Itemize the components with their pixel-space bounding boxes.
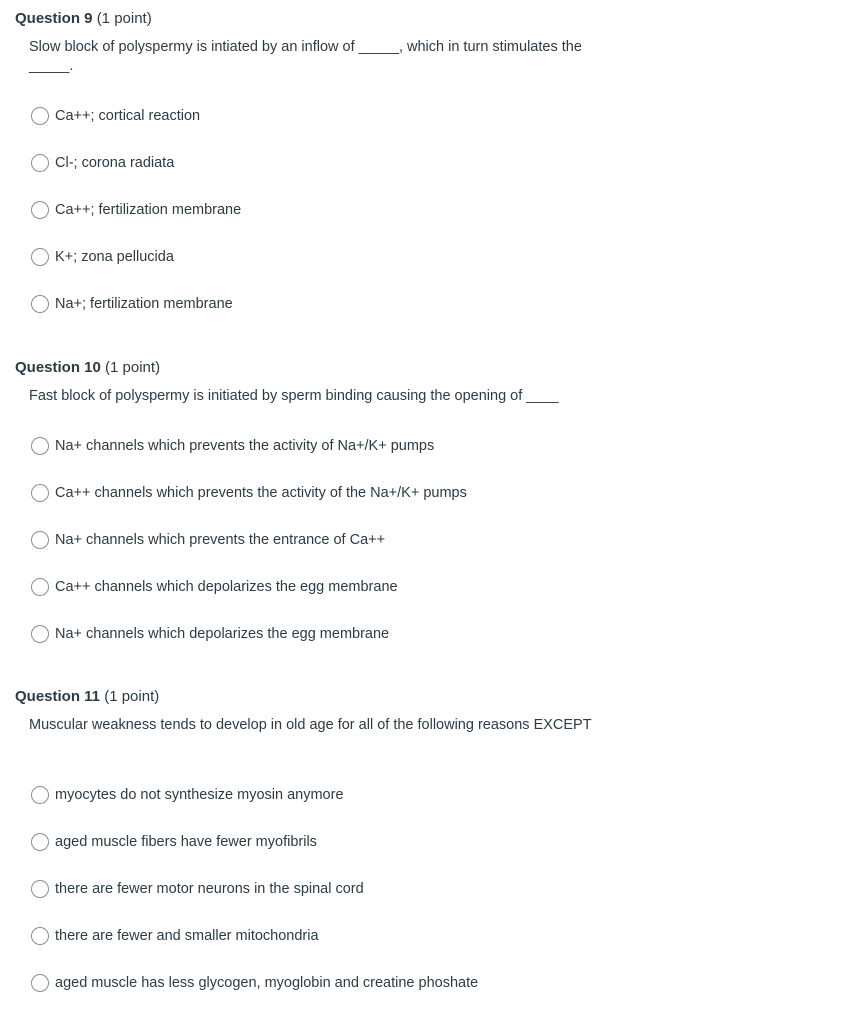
radio-button[interactable]	[31, 531, 49, 549]
answer-option[interactable]	[31, 925, 319, 947]
radio-button[interactable]	[31, 437, 49, 455]
radio-button[interactable]	[31, 625, 49, 643]
answer-option[interactable]	[31, 293, 233, 315]
answer-option[interactable]	[31, 435, 434, 457]
question-points: (1 point)	[104, 688, 160, 705]
answer-label[interactable]: K+; zona pellucida	[55, 249, 174, 265]
answer-label[interactable]: Na+ channels which depolarizes the egg membrane	[55, 626, 390, 642]
answer-option[interactable]	[31, 972, 478, 994]
answer-label[interactable]: Ca++; cortical reaction	[55, 108, 201, 124]
answer-option[interactable]	[31, 199, 241, 221]
answer-label[interactable]: Na+; fertilization membrane	[55, 296, 233, 312]
answer-label[interactable]: Na+ channels which prevents the activity of Na+/K+ pumps	[55, 438, 435, 454]
answer-option[interactable]	[31, 246, 174, 268]
answer-option[interactable]	[31, 482, 467, 504]
answer-option[interactable]	[31, 831, 317, 853]
answer-label[interactable]: aged muscle has less glycogen, myoglobin and creatine phoshate	[55, 975, 479, 991]
answer-option[interactable]	[31, 152, 174, 174]
question-text: Fast block of polyspermy is initiated by sperm binding causing the opening of ____	[29, 388, 559, 404]
answer-label[interactable]: Na+ channels which prevents the entrance of Ca++	[55, 532, 386, 548]
radio-button[interactable]	[31, 484, 49, 502]
question-text: Muscular weakness tends to develop in old age for all of the following reasons EXCEPT	[29, 717, 592, 733]
answer-label[interactable]: Ca++ channels which depolarizes the egg membrane	[55, 579, 398, 595]
radio-button[interactable]	[31, 927, 49, 945]
answer-label[interactable]: aged muscle fibers have fewer myofibrils	[55, 834, 317, 850]
answer-label[interactable]: Ca++ channels which prevents the activity of the Na+/K+ pumps	[55, 485, 467, 501]
radio-button[interactable]	[31, 880, 49, 898]
question-header	[15, 10, 152, 28]
answer-label[interactable]: there are fewer motor neurons in the spinal cord	[55, 881, 364, 897]
answer-label[interactable]: myocytes do not synthesize myosin anymore	[55, 787, 344, 803]
question-text: Slow block of polyspermy is intiated by an inflow of _____, which in turn stimulates the _____.	[29, 39, 582, 74]
answer-option[interactable]	[31, 623, 389, 645]
radio-button[interactable]	[31, 974, 49, 992]
question-header	[15, 688, 159, 706]
question-header	[15, 359, 160, 377]
radio-button[interactable]	[31, 786, 49, 804]
question-points: (1 point)	[96, 10, 152, 27]
answer-option[interactable]	[31, 784, 344, 806]
answer-option[interactable]	[31, 105, 200, 127]
answer-option[interactable]	[31, 878, 364, 900]
answer-option[interactable]	[31, 529, 385, 551]
radio-button[interactable]	[31, 833, 49, 851]
answer-option[interactable]	[31, 576, 398, 598]
answer-label[interactable]: there are fewer and smaller mitochondria	[55, 928, 319, 944]
answer-label[interactable]: Ca++; fertilization membrane	[55, 202, 242, 218]
question-title: Question 11	[15, 688, 101, 705]
question-title: Question 9	[15, 10, 93, 27]
radio-button[interactable]	[31, 295, 49, 313]
question-title: Question 10	[15, 359, 101, 376]
radio-button[interactable]	[31, 154, 49, 172]
answer-label[interactable]: Cl-; corona radiata	[55, 155, 175, 171]
radio-button[interactable]	[31, 578, 49, 596]
question-points: (1 point)	[105, 359, 161, 376]
radio-button[interactable]	[31, 107, 49, 125]
radio-button[interactable]	[31, 201, 49, 219]
radio-button[interactable]	[31, 248, 49, 266]
